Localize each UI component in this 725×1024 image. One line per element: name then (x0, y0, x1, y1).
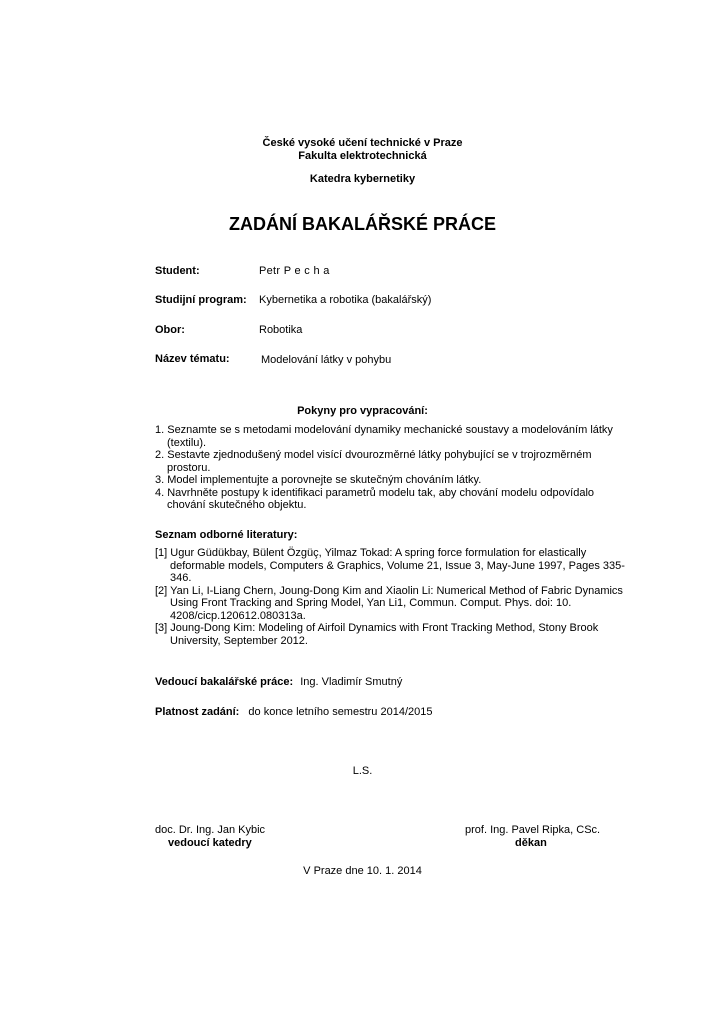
literature-item: [3] Joung-Dong Kim: Modeling of Airfoil Dynamics with Front Tracking Method, Stony Brook University, September 2012. (155, 622, 599, 647)
validity-value: do konce letního semestru 2014/2015 (248, 706, 433, 718)
department-name: Katedra kybernetiky (309, 173, 416, 185)
date-line: V Praze dne 10. 1. 2014 (303, 865, 422, 877)
supervisor-row (155, 676, 402, 688)
instruction-item: 3. Model implementujte a porovnejte se skutečným chováním látky. (155, 474, 482, 486)
program-value: Kybernetika a robotika (bakalářský) (259, 294, 432, 306)
program-label: Studijní program: (155, 294, 247, 306)
left-signature-name: doc. Dr. Ing. Jan Kybic (155, 824, 266, 836)
supervisor-label: Vedoucí bakalářské práce: (155, 676, 294, 688)
literature-item: [1] Ugur Güdükbay, Bülent Özgüç, Yilmaz Tokad: A spring force formulation for elastically deformable models, Computers & Graphics, Volume 21, Issue 3, May-June 1997, Pages 335-346. (155, 547, 625, 584)
instruction-item: 2. Sestavte zjednodušený model visící dvourozměrné látky pohybující se v trojrozměrném prostoru. (155, 449, 592, 474)
field-value: Robotika (259, 324, 303, 336)
literature-item: [2] Yan Li, I-Liang Chern, Joung-Dong Kim and Xiaolin Li: Numerical Method of Fabric Dynamics Using Front Tracking and Spring Model, Yan Li1, Commun. Comput. Phys. doi: 10. 4208/cicp.120612.080313a. (155, 584, 623, 622)
stamp-placeholder: L.S. (352, 765, 373, 777)
university-name: České vysoké učení technické v Praze (262, 137, 463, 149)
document-title: ZADÁNÍ BAKALÁŘSKÉ PRÁCE (228, 214, 496, 234)
right-signature-role: děkan (515, 837, 547, 849)
field-label: Obor: (155, 324, 185, 336)
right-signature-name: prof. Ing. Pavel Ripka, CSc. (465, 824, 601, 836)
student-label: Student: (155, 265, 200, 277)
supervisor-value: Ing. Vladimír Smutný (300, 676, 403, 688)
instructions-heading: Pokyny pro vypracování: (297, 405, 428, 417)
validity-label: Platnost zadání: (155, 706, 240, 718)
literature-list (155, 547, 625, 647)
faculty-name: Fakulta elektrotechnická (298, 150, 427, 162)
topic-value: Modelování látky v pohybu (261, 354, 392, 366)
literature-heading: Seznam odborné literatury: (155, 529, 298, 541)
instruction-item: 1. Seznamte se s metodami modelování dynamiky mechanické soustavy a modelováním látky (textilu). (155, 424, 613, 449)
instruction-item: 4. Navrhněte postupy k identifikaci parametrů modelu tak, aby chování modelu odpovídalo chování skutečného objektu. (155, 486, 595, 511)
validity-row (155, 706, 432, 718)
topic-label: Název tématu: (155, 353, 230, 365)
instructions-list (155, 424, 625, 512)
left-signature-role: vedoucí katedry (168, 837, 252, 849)
student-value: Petr P e c h a (259, 265, 330, 277)
